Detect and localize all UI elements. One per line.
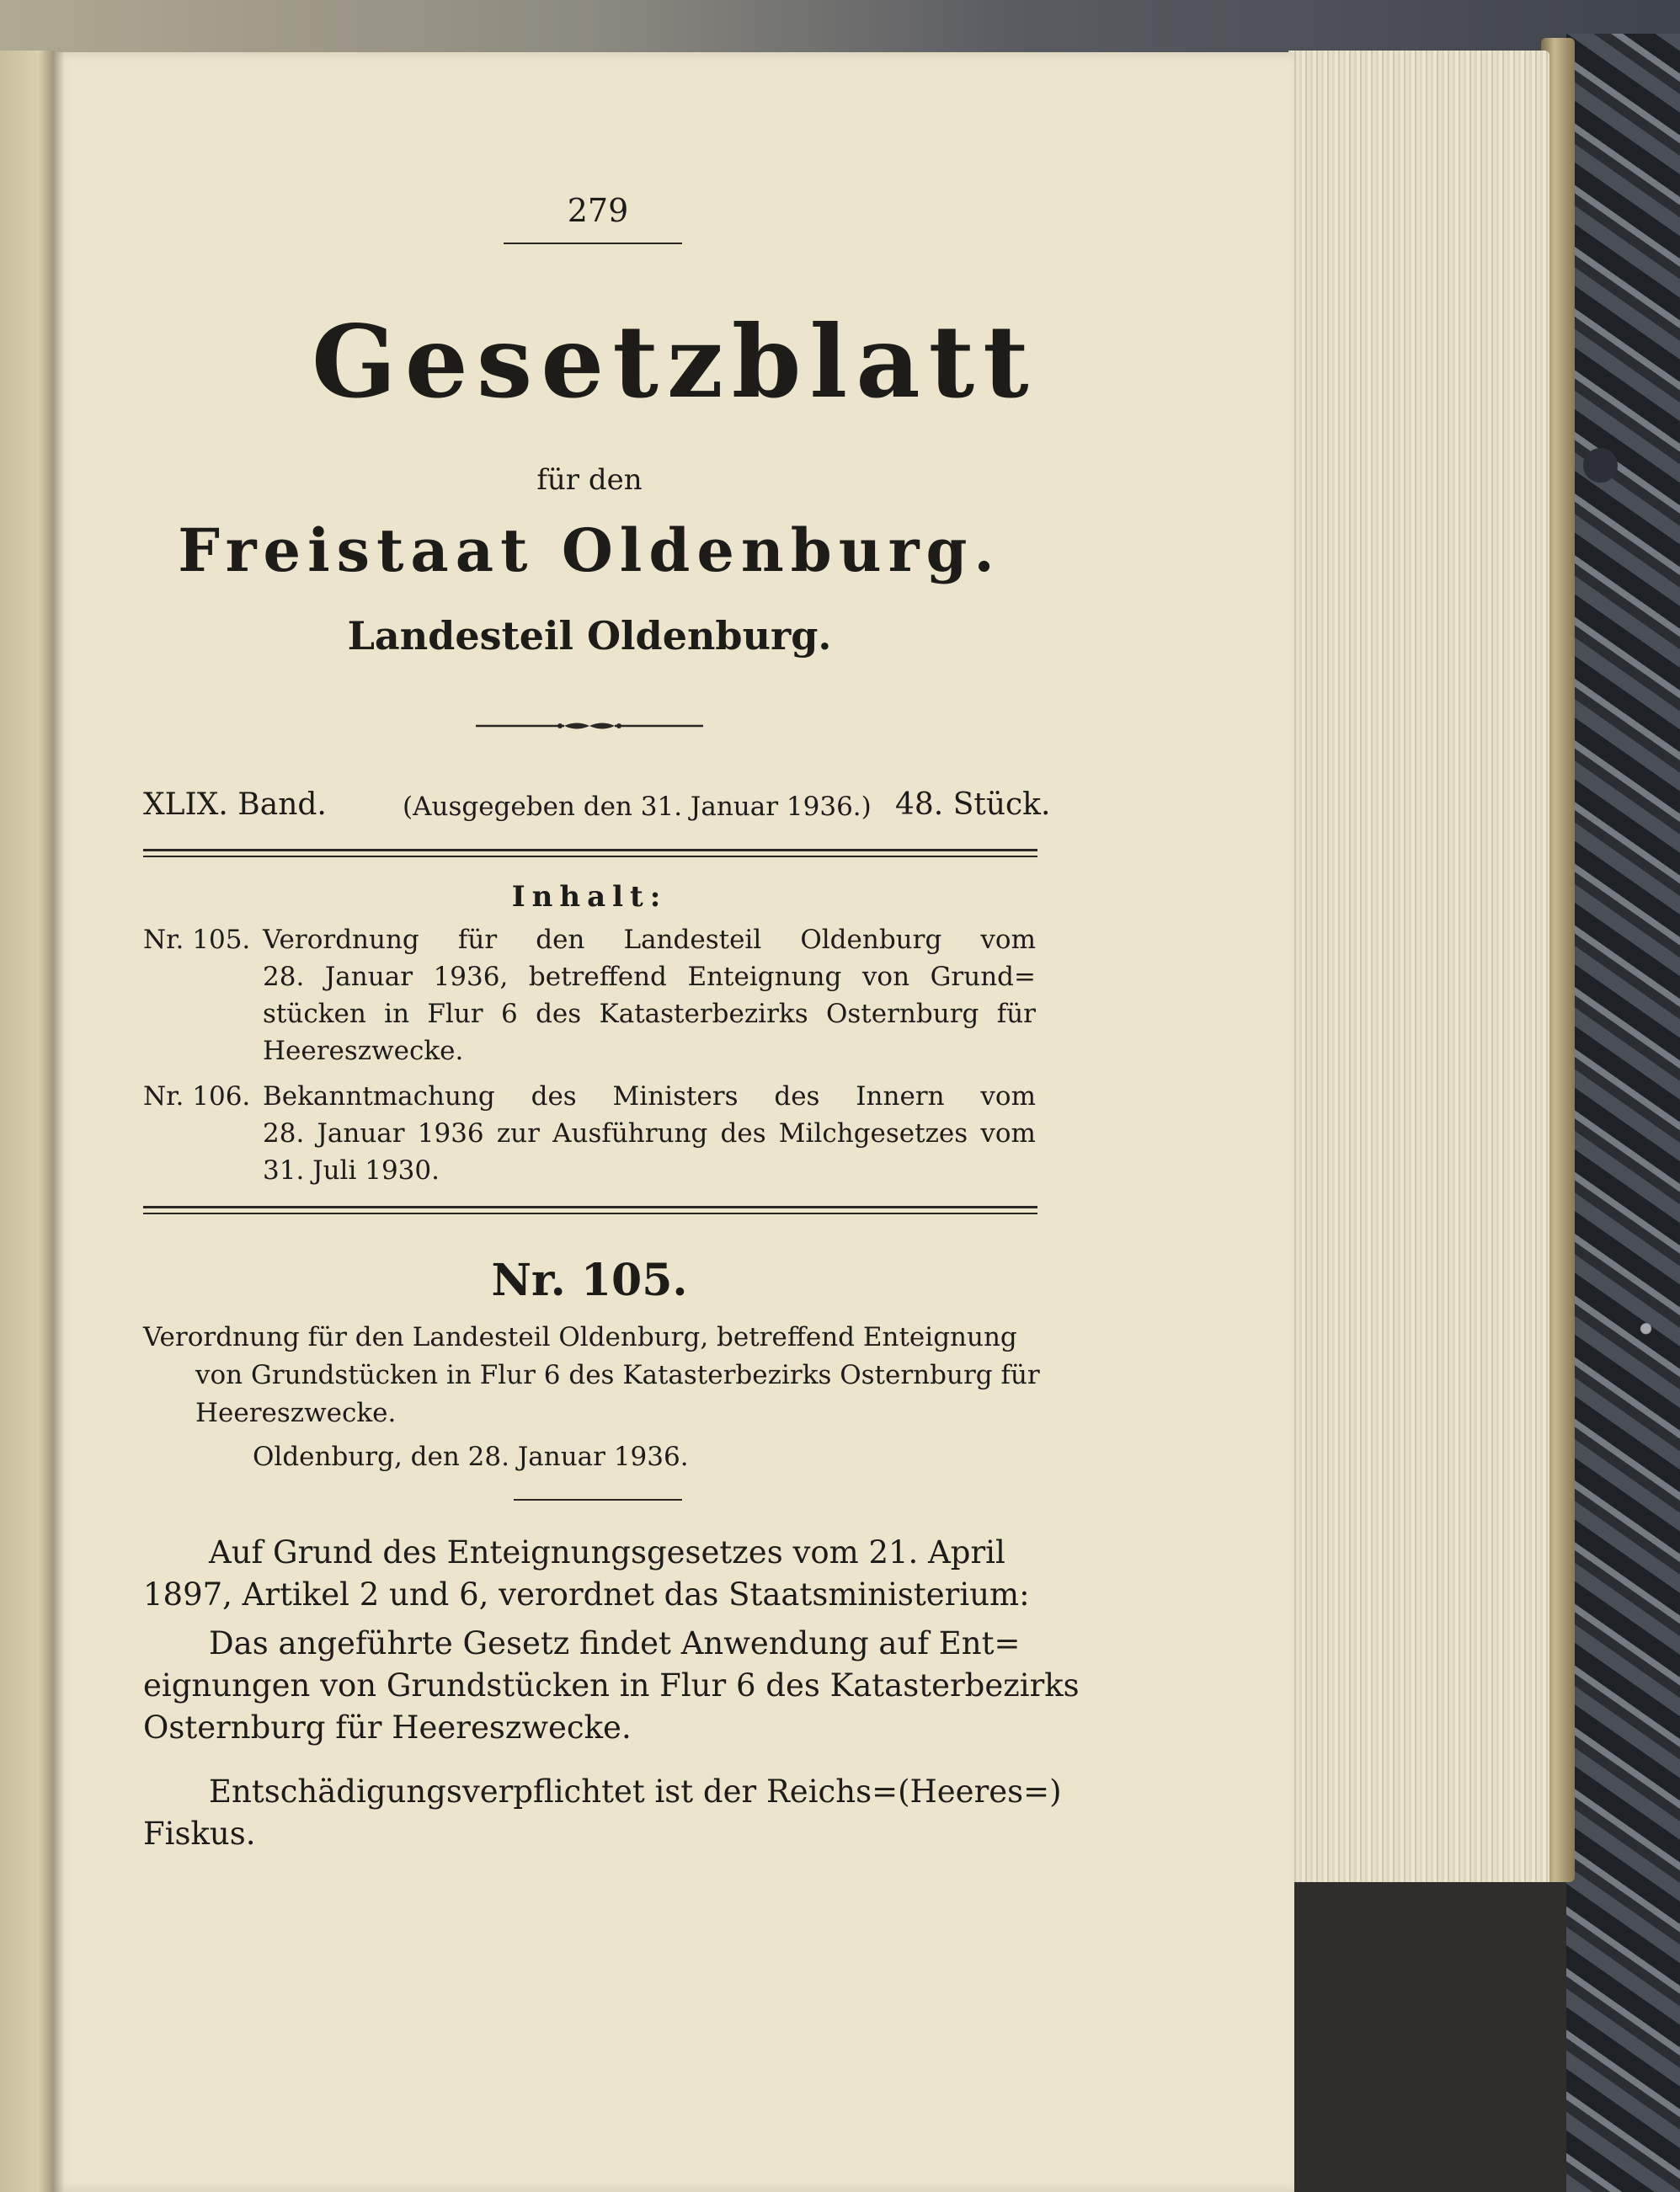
contents-entry-line <box>263 925 1036 955</box>
contents-double-rule-top <box>143 1206 1037 1208</box>
contents-entry-line <box>263 1081 1036 1112</box>
word: vom <box>980 925 1036 955</box>
decree-paragraph-line: 1897, Artikel 2 und 6, verordnet das Staatsministerium: <box>143 1576 1030 1613</box>
word: Oldenburg <box>800 925 942 955</box>
contents-entry-line <box>263 999 1036 1029</box>
word: des <box>536 999 582 1029</box>
word: 31. <box>263 1155 313 1186</box>
page-number: 279 <box>567 192 629 229</box>
decree-paragraph-line: Auf Grund des Enteignungsgesetzes vom 21. April <box>209 1534 1005 1571</box>
issue-number: 48. Stück. <box>895 787 1051 822</box>
decree-summary-line: von Grundstücken in Flur 6 des Katasterbezirks Osternburg für <box>195 1360 1040 1390</box>
word: Katasterbezirks <box>599 999 808 1029</box>
decree-heading: Nr. 105. <box>491 1255 688 1306</box>
gazette-region: Landesteil Oldenburg. <box>347 613 832 659</box>
word: Ministers <box>612 1081 739 1112</box>
contents-heading: Inhalt: <box>511 880 668 914</box>
contents-entry-number: Nr. 106. <box>143 1081 251 1112</box>
word: Osternburg <box>825 999 979 1029</box>
word: Landesteil <box>623 925 762 955</box>
facing-page-edge <box>0 51 55 2192</box>
issue-date: (Ausgegeben den 31. Januar 1936.) <box>403 792 872 822</box>
word: vom <box>980 1081 1036 1112</box>
word: Grund= <box>930 962 1036 992</box>
contents-entry-number: Nr. 105. <box>143 925 251 955</box>
contents-entry-line <box>263 1118 1036 1149</box>
word: vom <box>980 1118 1036 1149</box>
marbled-cover-edge <box>1566 34 1680 2192</box>
word: Januar <box>317 1118 405 1149</box>
word: für <box>457 925 498 955</box>
word: Januar <box>324 962 413 992</box>
decree-summary-line: Heereszwecke. <box>195 1398 397 1428</box>
word: des <box>774 1081 820 1112</box>
scan-background-bottom <box>1288 1882 1566 2192</box>
word: für <box>996 999 1036 1029</box>
word: zur <box>496 1118 540 1149</box>
word: den <box>536 925 585 955</box>
contents-entry-line: Heereszwecke. <box>263 1036 464 1066</box>
word: von <box>861 962 910 992</box>
word: 1936, <box>433 962 509 992</box>
gazette-state: Freistaat Oldenburg. <box>178 515 1001 585</box>
word: betreffend <box>528 962 667 992</box>
word: Innern <box>856 1081 945 1112</box>
header-double-rule-bottom <box>143 856 1037 857</box>
word: Verordnung <box>263 925 419 955</box>
decree-paragraph-line: Entschädigungsverpflichtet ist der Reichs=(Heeres=) <box>209 1773 1062 1810</box>
word: Flur <box>427 999 483 1029</box>
decree-place-date: Oldenburg, den 28. Januar 1936. <box>253 1442 689 1472</box>
word: 1930. <box>365 1155 440 1186</box>
word: des <box>720 1118 766 1149</box>
word: 28. <box>263 962 305 992</box>
volume-label: XLIX. Band. <box>143 787 327 822</box>
gutter-shadow <box>52 52 64 2192</box>
contents-double-rule-bottom <box>143 1213 1037 1214</box>
decree-summary-line: Verordnung für den Landesteil Oldenburg, betreffend Enteignung <box>143 1322 1017 1352</box>
ornament-divider <box>476 718 703 733</box>
word: Bekanntmachung <box>263 1081 495 1112</box>
word: stücken <box>263 999 366 1029</box>
contents-entry-line <box>263 962 1036 992</box>
page-number-rule <box>504 243 682 244</box>
header-double-rule-top <box>143 849 1037 851</box>
gazette-title-for: für den <box>536 463 643 497</box>
word: in <box>384 999 410 1029</box>
word: Enteignung <box>687 962 842 992</box>
word: Milchgesetzes <box>778 1118 968 1149</box>
word: des <box>531 1081 577 1112</box>
decree-paragraph-line: Das angeführte Gesetz findet Anwendung auf Ent= <box>209 1625 1021 1661</box>
word: 1936 <box>417 1118 484 1149</box>
word: 6 <box>500 999 518 1029</box>
word: 28. <box>263 1118 305 1149</box>
decree-paragraph-line: Fiskus. <box>143 1816 256 1852</box>
contents-entry-line <box>263 1155 440 1186</box>
word: Ausführung <box>552 1118 708 1149</box>
gazette-title: Gesetzblatt <box>312 303 1037 420</box>
decree-short-rule <box>514 1499 682 1501</box>
decree-paragraph-line: eignungen von Grundstücken in Flur 6 des Katasterbezirks <box>143 1667 1080 1704</box>
page-stack-edges <box>1288 51 1549 1886</box>
word: Juli <box>312 1155 365 1186</box>
decree-paragraph-line: Osternburg für Heereszwecke. <box>143 1709 632 1746</box>
